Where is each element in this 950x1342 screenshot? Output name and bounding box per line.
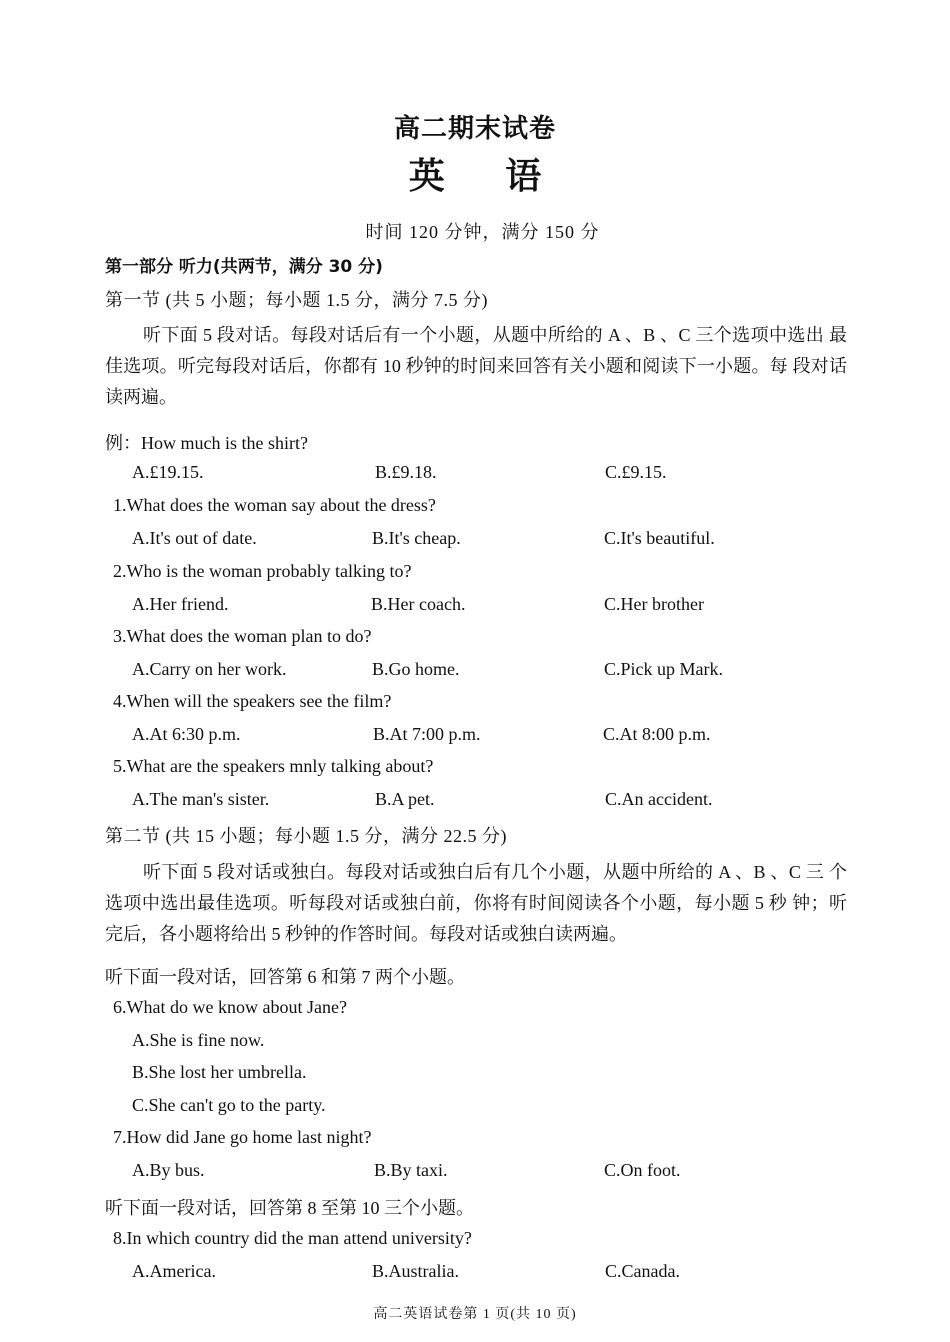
question-2: 2.Who is the woman probably talking to? bbox=[113, 561, 412, 581]
example-question: 例：How much is the shirt? bbox=[105, 433, 308, 453]
q3-option-c: C.Pick up Mark. bbox=[604, 659, 723, 679]
q3-option-b: B.Go home. bbox=[372, 659, 460, 679]
q2-option-a: A.Her friend. bbox=[132, 594, 229, 614]
dialogue2-instruction: 听下面一段对话，回答第 8 至第 10 三个小题。 bbox=[105, 1198, 474, 1218]
q4-option-b: B.At 7:00 p.m. bbox=[373, 724, 481, 744]
example-option-c: C.£9.15. bbox=[605, 462, 667, 482]
question-4: 4.When will the speakers see the film? bbox=[113, 691, 392, 711]
section1-heading: 第一节 (共 5 小题；每小题 1.5 分，满分 7.5 分) bbox=[105, 290, 488, 310]
q6-option-c: C.She can't go to the party. bbox=[132, 1095, 326, 1115]
q5-option-c: C.An accident. bbox=[605, 789, 713, 809]
question-6: 6.What do we know about Jane? bbox=[113, 997, 347, 1017]
q6-option-a: A.She is fine now. bbox=[132, 1030, 265, 1050]
part1-heading: 第一部分 听力(共两节，满分 30 分) bbox=[105, 257, 383, 277]
q8-option-a: A.America. bbox=[132, 1261, 216, 1281]
q7-option-a: A.By bus. bbox=[132, 1160, 205, 1180]
section1-instructions: 听下面 5 段对话。每段对话后有一个小题，从题中所给的 A 、B 、C 三个选项中选出 最佳选项。听完每段对话后，你都有 10 秒钟的时间来回答有关小题和阅读下一小题。每 段对话读两遍。 bbox=[105, 325, 847, 407]
q2-option-c: C.Her brother bbox=[604, 594, 704, 614]
q8-option-c: C.Canada. bbox=[605, 1261, 680, 1281]
q6-option-b: B.She lost her umbrella. bbox=[132, 1062, 307, 1082]
time-info: 时间 120 分钟，满分 150 分 bbox=[365, 222, 600, 242]
question-1: 1.What does the woman say about the dress? bbox=[113, 495, 436, 515]
section2-heading: 第二节 (共 15 小题；每小题 1.5 分，满分 22.5 分) bbox=[105, 826, 507, 846]
q3-option-a: A.Carry on her work. bbox=[132, 659, 287, 679]
question-3: 3.What does the woman plan to do? bbox=[113, 626, 372, 646]
q2-option-b: B.Her coach. bbox=[371, 594, 466, 614]
question-5: 5.What are the speakers mnly talking about? bbox=[113, 756, 434, 776]
q1-option-a: A.It's out of date. bbox=[132, 528, 257, 548]
example-option-b: B.£9.18. bbox=[375, 462, 437, 482]
exam-title: 高二期末试卷 bbox=[393, 114, 556, 144]
q4-option-a: A.At 6:30 p.m. bbox=[132, 724, 241, 744]
q1-option-c: C.It's beautiful. bbox=[604, 528, 715, 548]
page-footer: 高二英语试卷第 1 页(共 10 页) bbox=[373, 1307, 577, 1322]
q8-option-b: B.Australia. bbox=[372, 1261, 459, 1281]
q1-option-b: B.It's cheap. bbox=[372, 528, 461, 548]
question-7: 7.How did Jane go home last night? bbox=[113, 1127, 372, 1147]
section2-instructions: 听下面 5 段对话或独白。每段对话或独白后有几个小题，从题中所给的 A 、B 、C 三 个选项中选出最佳选项。听每段对话或独白前，你将有时间阅读各个小题，每小题 5 秒 钟；听完后，各小题将给出 5 秒钟的作答时间。每段对话或独白读两遍。 bbox=[105, 862, 847, 944]
subject-title: 英 语 bbox=[408, 156, 566, 197]
q4-option-c: C.At 8:00 p.m. bbox=[603, 724, 711, 744]
dialogue1-instruction: 听下面一段对话，回答第 6 和第 7 两个小题。 bbox=[105, 967, 465, 987]
q5-option-b: B.A pet. bbox=[375, 789, 435, 809]
q7-option-c: C.On foot. bbox=[604, 1160, 681, 1180]
example-option-a: A.£19.15. bbox=[132, 462, 204, 482]
q7-option-b: B.By taxi. bbox=[374, 1160, 448, 1180]
q5-option-a: A.The man's sister. bbox=[132, 789, 270, 809]
question-8: 8.In which country did the man attend university? bbox=[113, 1228, 472, 1248]
